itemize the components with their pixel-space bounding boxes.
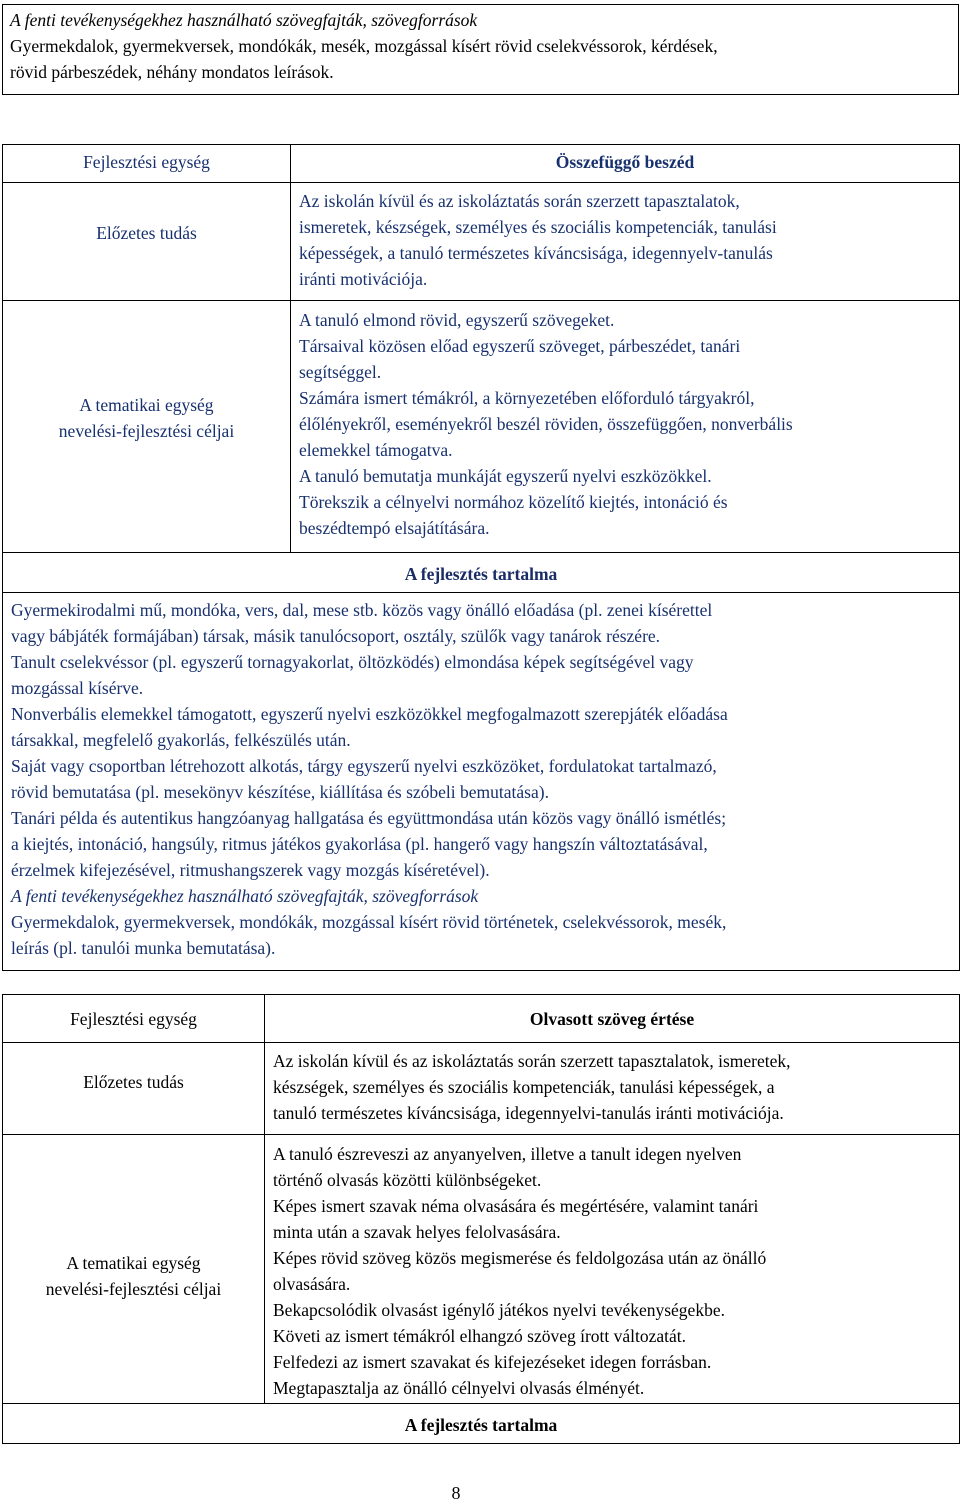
- content-heading: A fejlesztés tartalma: [3, 553, 960, 593]
- sources-line: Gyermekdalok, gyermekversek, mondókák, mesék, mozgással kísért rövid cselekvéssorok, kérdések,: [10, 36, 718, 56]
- sources-line: rövid párbeszédek, néhány mondatos leírások.: [10, 62, 334, 82]
- goals-text: A tanuló elmond rövid, egyszerű szövegeket. Társaival közösen előad egyszerű szöveget, párbeszédet, tanári segítséggel. Számára ismert témákról, a környezetében előforduló tárgyakról, élőlényekről, eseményekről beszél röviden, összefüggően, nonverbális elemekkel támogatva. A tanuló bemutatja munkáját egyszerű nyelvi eszközökkel. Törekszik a célnyelvi normához közelítő kiejtés, intonáció és beszédtempó elsajátítására.: [291, 301, 960, 553]
- label-goals: A tematikai egység nevelési-fejlesztési céljai: [3, 301, 291, 553]
- prior-knowledge-text: Az iskolán kívül és az iskoláztatás során szerzett tapasztalatok, ismeretek, készségek, személyes és szociális kompetenciák, tanulási képességek, a tanuló természetes kíváncsisága, idegennyelvi-tanulás iránti motivációja.: [265, 1043, 960, 1135]
- unit-title: Olvasott szöveg értése: [265, 995, 960, 1043]
- content-text: Gyermekirodalmi mű, mondóka, vers, dal, mese stb. közös vagy önálló előadása (pl. zenei kísérettel vagy bábjáték formájában) társak, másik tanulócsoport, osztály, szülők vagy tanárok részére. Tanult cselekvéssor (pl. egyszerű tornagyakorlat, öltözködés) elmondása képek segítségével vagy mozgással kísérve. Nonverbális elemekkel támogatott, egyszerű nyelvi eszközökkel megfogalmazott szerepjáték előadása társakkal, megfelelő gyakorlás, felkészülés után. Saját vagy csoportban létrehozott alkotás, tárgy egyszerű nyelvi eszközöket, fordulatokat tartalmazó, rövid bemutatása (pl. mesekönyv készítése, kiállítása és szóbeli bemutatása). Tanári példa és autentikus hangzóanyag hallgatása és együttmondása után közös vagy önálló ismétlés; a kiejtés, intonáció, hangsúly, ritmus játékos gyakorlása (pl. hangerő vagy hangszín változtatásával, érzelmek kifejezésével, ritmushangszerek vagy mozgás kíséretével). A fenti tevékenységekhez használható szövegfajták, szövegforrások Gyermekdalok, gyermekversek, mondókák, mozgással kísért rövid történetek, cselekvéssorok, mesék, leírás (pl. tanulói munka bemutatása).: [3, 593, 960, 971]
- text-sources-box: [2, 4, 959, 95]
- unit-table-reading-comprehension: [2, 994, 960, 1444]
- label-development-unit: Fejlesztési egység: [3, 145, 291, 183]
- unit-title: Összefüggő beszéd: [291, 145, 960, 183]
- goals-text: A tanuló észreveszi az anyanyelven, illetve a tanult idegen nyelven történő olvasás közötti különbségeket. Képes ismert szavak néma olvasására és megértésére, valamint tanári minta után a szavak helyes felolvasására. Képes rövid szöveg közös megismerése és feldolgozása után az önálló olvasására. Bekapcsolódik olvasást igénylő játékos nyelvi tevékenységekbe. Követi az ismert témákról elhangzó szöveg írott változatát. Felfedezi az ismert szavakat és kifejezéseket idegen forrásban. Megtapasztalja az önálló célnyelvi olvasás élményét.: [265, 1135, 960, 1404]
- label-development-unit: Fejlesztési egység: [3, 995, 265, 1043]
- sources-title: A fenti tevékenységekhez használható szövegfajták, szövegforrások: [11, 886, 479, 906]
- sources-title: A fenti tevékenységekhez használható szövegfajták, szövegforrások: [10, 10, 478, 30]
- label-prior-knowledge: Előzetes tudás: [3, 183, 291, 301]
- unit-table-connected-speech: [2, 144, 960, 971]
- prior-knowledge-text: Az iskolán kívül és az iskoláztatás során szerzett tapasztalatok, ismeretek, készségek, személyes és szociális kompetenciák, tanulási képességek, a tanuló természetes kíváncsisága, idegennyelv-tanulás iránti motivációja.: [291, 183, 960, 301]
- text-sources-cell: [3, 5, 959, 95]
- label-goals: A tematikai egység nevelési-fejlesztési céljai: [3, 1135, 265, 1404]
- content-heading: A fejlesztés tartalma: [3, 1404, 960, 1444]
- page-number: 8: [451, 1483, 461, 1503]
- label-prior-knowledge: Előzetes tudás: [3, 1043, 265, 1135]
